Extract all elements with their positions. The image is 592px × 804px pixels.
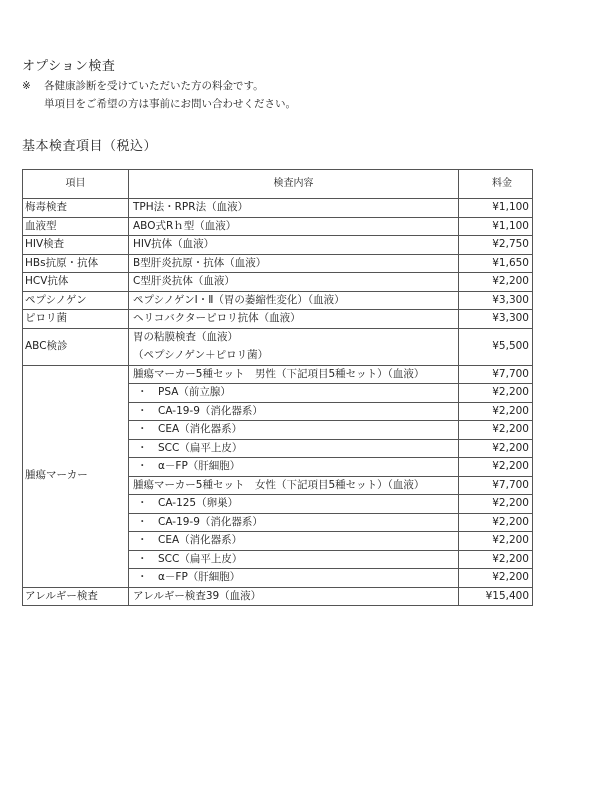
row-price: ¥1,100	[459, 199, 533, 218]
abc-content-line-2: （ペプシノゲン＋ピロリ菌）	[133, 348, 269, 361]
row-price: ¥2,200	[459, 550, 533, 569]
row-price: ¥2,200	[459, 384, 533, 403]
row-price: ¥2,200	[459, 513, 533, 532]
row-price: ¥2,200	[459, 273, 533, 292]
header-content: 検査内容	[129, 170, 459, 199]
row-item: アレルギー検査	[23, 587, 129, 606]
row-price: ¥7,700	[459, 365, 533, 384]
header-item: 項目	[23, 170, 129, 199]
row-content: アレルギー検査39（血液）	[129, 587, 459, 606]
table-row	[23, 587, 533, 606]
abc-content-line-1: 胃の粘膜検査（血液）	[133, 331, 238, 343]
table-row	[23, 310, 533, 329]
row-price: ¥2,750	[459, 236, 533, 255]
row-content: ・ CEA（消化器系）	[129, 421, 459, 440]
row-item: ペプシノゲン	[23, 291, 129, 310]
row-price: ¥2,200	[459, 495, 533, 514]
table-header-row	[23, 170, 533, 199]
page-title: オプション検査	[22, 59, 116, 74]
row-content: ・ PSA（前立腺）	[129, 384, 459, 403]
table-row	[23, 254, 533, 273]
table-row	[23, 236, 533, 255]
row-content: B型肝炎抗原・抗体（血液）	[129, 254, 459, 273]
row-item: ABC検診	[23, 328, 129, 365]
note-line-1	[22, 78, 264, 93]
row-content: ・ SCC（扁平上皮）	[129, 439, 459, 458]
row-item: 梅毒検査	[23, 199, 129, 218]
row-content: ヘリコバクターピロリ抗体（血液）	[129, 310, 459, 329]
row-item: ピロリ菌	[23, 310, 129, 329]
row-price: ¥3,300	[459, 291, 533, 310]
row-content: ABO式Rｈ型（血液）	[129, 217, 459, 236]
section-heading: 基本検査項目（税込）	[22, 139, 158, 154]
row-price: ¥15,400	[459, 587, 533, 606]
row-content: ・ CA-19-9（消化器系）	[129, 402, 459, 421]
table-row	[23, 217, 533, 236]
row-content: 腫瘍マーカー5種セット 女性（下記項目5種セット）（血液）	[129, 476, 459, 495]
table-row	[23, 273, 533, 292]
row-item: HBs抗原・抗体	[23, 254, 129, 273]
row-content: HIV抗体（血液）	[129, 236, 459, 255]
tumor-marker-label: 腫瘍マーカー	[23, 365, 129, 587]
row-content: ・ CEA（消化器系）	[129, 532, 459, 551]
row-content: C型肝炎抗体（血液）	[129, 273, 459, 292]
row-price: ¥7,700	[459, 476, 533, 495]
row-price: ¥2,200	[459, 458, 533, 477]
row-content: 腫瘍マーカー5種セット 男性（下記項目5種セット）（血液）	[129, 365, 459, 384]
row-content: TPH法・RPR法（血液）	[129, 199, 459, 218]
note-text-1: 各健康診断を受けていただいた方の料金です。	[44, 80, 264, 92]
row-content: ・ CA-19-9（消化器系）	[129, 513, 459, 532]
row-item: 血液型	[23, 217, 129, 236]
table-row-abc	[23, 328, 533, 365]
header-price: 料金	[459, 170, 533, 199]
row-price: ¥2,200	[459, 421, 533, 440]
note-line-2: 単項目をご希望の方は事前にお問い合わせください。	[44, 98, 296, 110]
row-price: ¥2,200	[459, 532, 533, 551]
table-row	[23, 365, 533, 384]
price-table	[22, 169, 533, 606]
row-price: ¥2,200	[459, 402, 533, 421]
row-price: ¥5,500	[459, 328, 533, 365]
row-price: ¥2,200	[459, 439, 533, 458]
row-content: ・ CA-125（卵巣）	[129, 495, 459, 514]
row-price: ¥2,200	[459, 569, 533, 588]
row-content: ・ α－FP（肝細胞）	[129, 569, 459, 588]
row-item: HIV検査	[23, 236, 129, 255]
row-content: ・ α－FP（肝細胞）	[129, 458, 459, 477]
table-row	[23, 199, 533, 218]
note-mark: ※	[22, 80, 31, 92]
row-item: HCV抗体	[23, 273, 129, 292]
row-price: ¥1,100	[459, 217, 533, 236]
row-price: ¥3,300	[459, 310, 533, 329]
row-content: ペプシノゲンⅠ・Ⅱ（胃の萎縮性変化）（血液）	[129, 291, 459, 310]
table-row	[23, 291, 533, 310]
row-content	[129, 328, 459, 365]
row-price: ¥1,650	[459, 254, 533, 273]
row-content: ・ SCC（扁平上皮）	[129, 550, 459, 569]
